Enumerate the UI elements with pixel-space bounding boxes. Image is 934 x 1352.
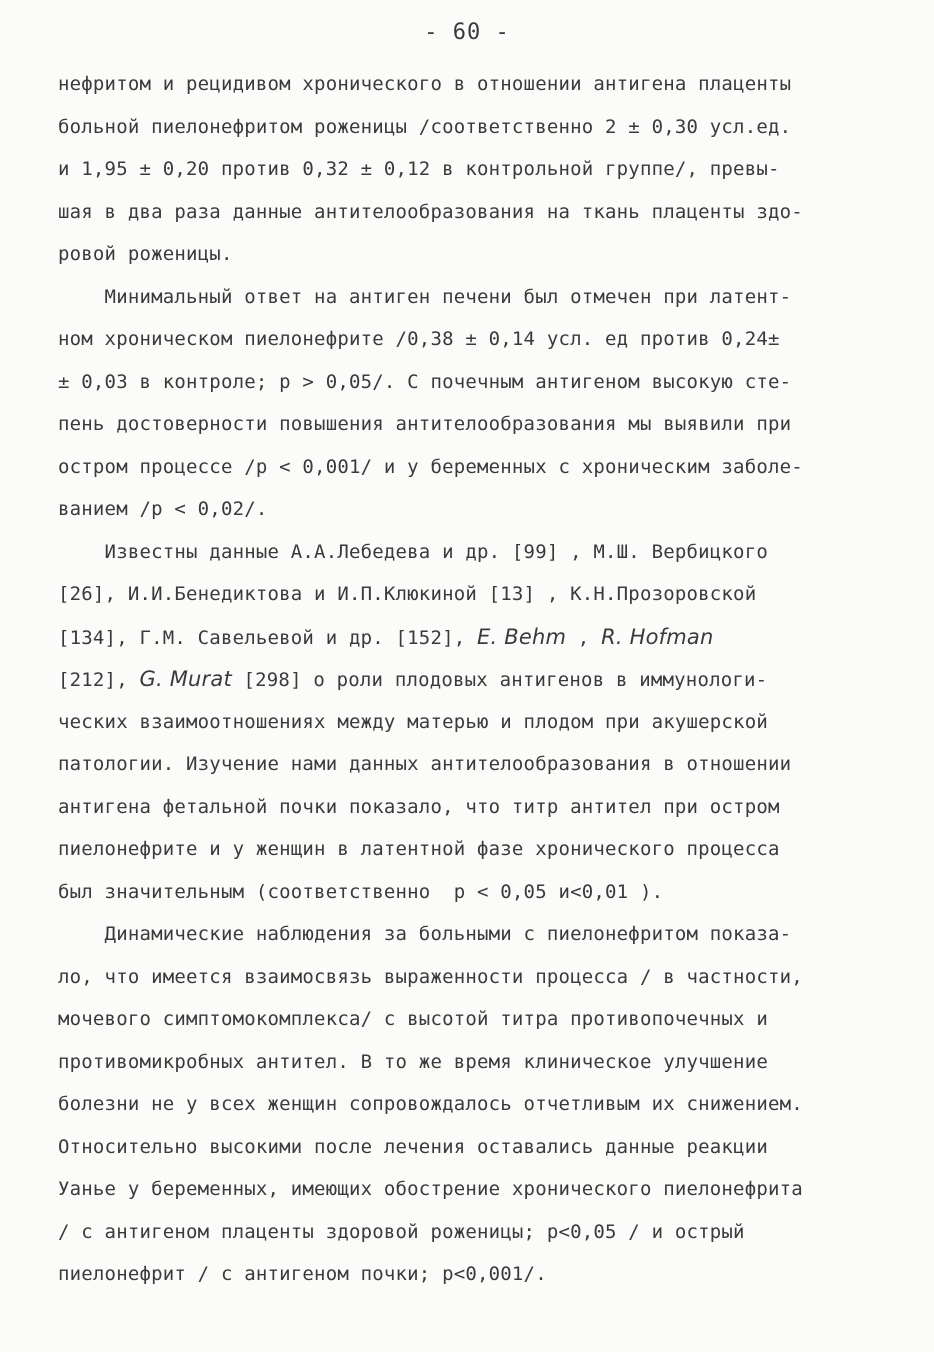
text-line: противомикробных антител. В то же время клиническое улучшение <box>58 1050 768 1073</box>
page-number: - 60 - <box>424 20 510 45</box>
text-segment: [134], Г.М. Савельевой и др. [152], <box>58 626 466 649</box>
text-line: ванием /р < 0,02/. <box>58 498 268 520</box>
text-line: нефритом и рецидивом хронического в отношении антигена плаценты <box>58 73 792 95</box>
text-line: ческих взаимоотношениях между матерью и плодом при акушерской <box>58 710 768 733</box>
text-line: ло, что имеется взаимосвязь выраженности процесса / в частности, <box>58 965 803 988</box>
text-line: Динамические наблюдения за больными с пиелонефритом показа- <box>58 923 792 945</box>
text-line: болезни не у всех женщин сопровождалось отчетливым их снижением. <box>58 1093 803 1115</box>
text-line: пиелонефрите и у женщин в латентной фазе хронического процесса <box>58 838 780 860</box>
author-name: R. Hofman <box>601 624 714 649</box>
text-segment: о роли плодовых антигенов в иммунологи- <box>313 669 768 691</box>
text-line: [26], И.И.Бенедиктова и И.П.Клюкиной [13] , К.Н.Прозоровской <box>58 583 757 605</box>
text-line-with-authors <box>58 616 888 659</box>
text-line: Минимальный ответ на антиген печени был отмечен при латент- <box>58 285 792 308</box>
separator: , <box>566 626 602 649</box>
author-name: G. Murat <box>139 667 232 691</box>
text-line: мочевого симптомокомплекса/ с высотой титра противопочечных и <box>58 1008 768 1030</box>
text-line: пиелонефрит / с антигеном почки; р<0,001/. <box>58 1263 547 1285</box>
text-line: и 1,95 ± 0,20 против 0,32 ± 0,12 в контрольной группе/, превы- <box>58 158 780 180</box>
text-segment: [212], <box>58 669 128 691</box>
text-line: был значительным (соответственно р < 0,05 и<0,01 ). <box>58 880 664 903</box>
text-line: больной пиелонефритом роженицы /соответственно 2 ± 0,30 усл.ед. <box>58 115 792 138</box>
text-line: Уанье у беременных, имеющих обострение хронического пиелонефрита <box>58 1178 803 1200</box>
text-line: ровой роженицы. <box>58 243 233 265</box>
text-line: остром процессе /р < 0,001/ и у беременных с хроническим заболе- <box>58 455 803 478</box>
text-line: Относительно высокими после лечения оставались данные реакции <box>58 1135 768 1158</box>
text-line: ± 0,03 в контроле; р > 0,05/. С почечным антигеном высокую сте- <box>58 370 792 393</box>
text-line: ном хроническом пиелонефрите /0,38 ± 0,14 усл. ед против 0,24± <box>58 328 780 350</box>
text-line: антигена фетальной почки показало, что титр антител при остром <box>58 795 780 818</box>
text-line-with-authors <box>58 658 888 701</box>
author-name: E. Behm <box>477 624 567 649</box>
text-line: шая в два раза данные антителообразования на ткань плаценты здо- <box>58 200 803 223</box>
text-line: Известны данные А.А.Лебедева и др. [99] , М.Ш. Вербицкого <box>58 540 768 563</box>
text-line: / с антигеном плаценты здоровой роженицы; р<0,05 / и острый <box>58 1220 745 1243</box>
body-text <box>58 63 888 1296</box>
text-line: патологии. Изучение нами данных антителообразования в отношении <box>58 753 792 775</box>
text-line: пень достоверности повышения антителообразования мы выявили при <box>58 413 792 435</box>
reference: [298] <box>231 669 314 691</box>
